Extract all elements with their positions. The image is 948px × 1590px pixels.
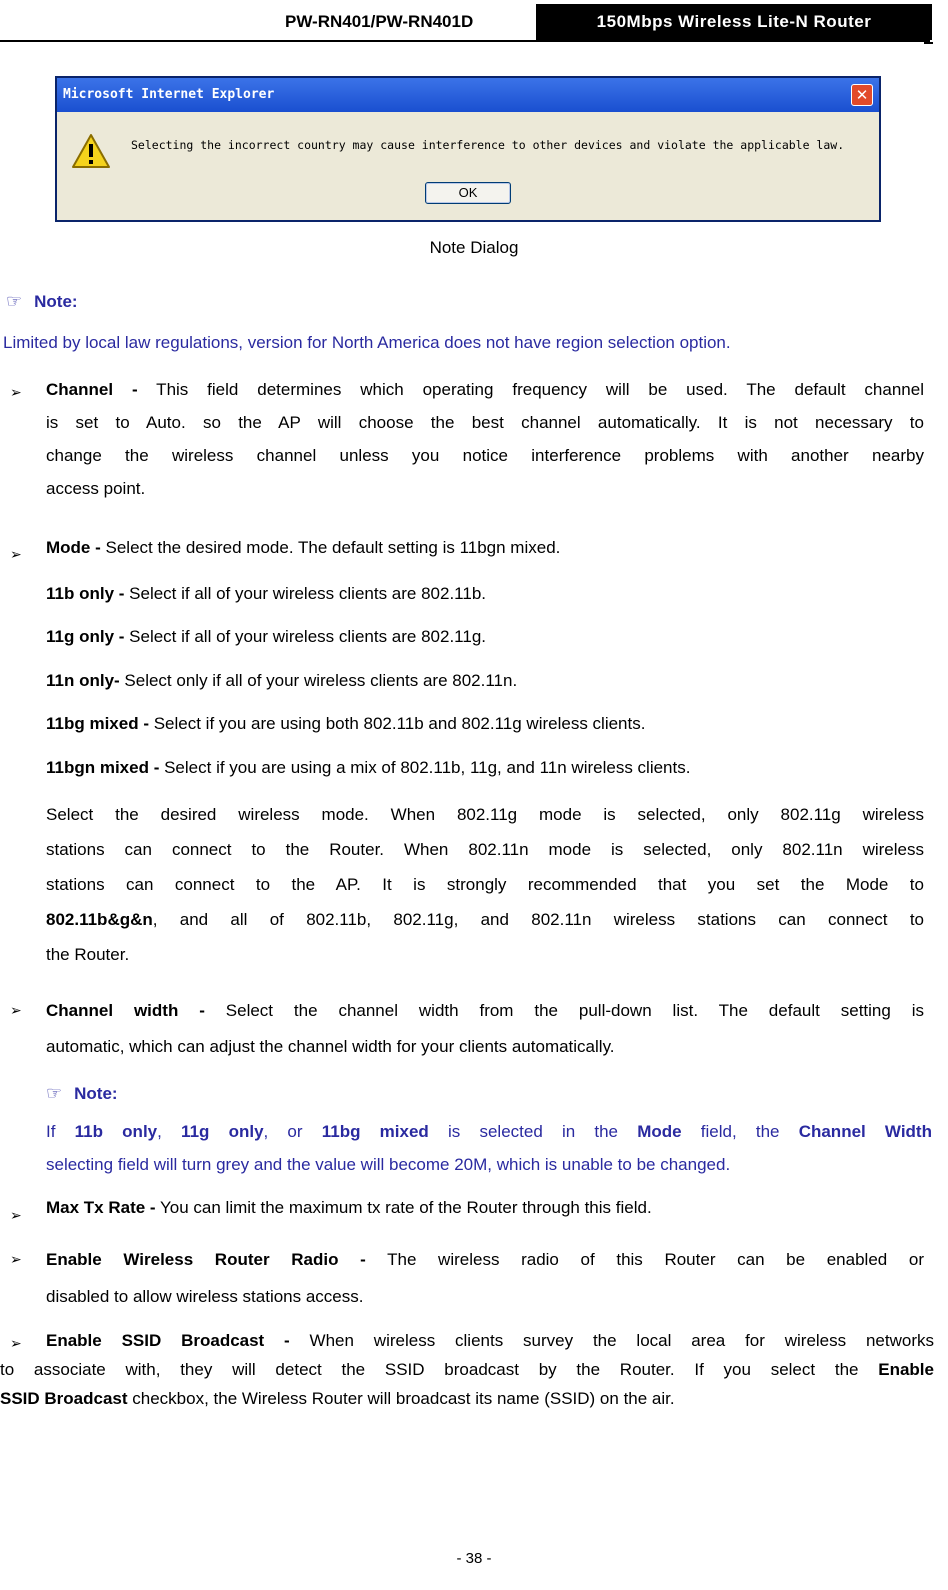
- mode-paragraph: [46, 797, 924, 972]
- mode-para-line: stations can connect to the AP. It is strongly recommended that you set the Mode to: [46, 875, 924, 894]
- dialog-message: Selecting the incorrect country may cause interference to other devices and violate the applicable law.: [131, 138, 845, 152]
- channel-line: change the wireless channel unless you notice interference problems with another nearby: [46, 446, 924, 465]
- ssid-term: Enable: [878, 1360, 934, 1379]
- note2-line2: selecting field will turn grey and the value will become 20M, which is unable to be changed.: [46, 1155, 731, 1174]
- bullet-arrow-icon: ➢: [10, 1251, 22, 1267]
- note2-term: Mode: [637, 1122, 682, 1141]
- option-text: Select if all of your wireless clients are 802.11b.: [124, 584, 487, 603]
- bullet-arrow-icon: ➢: [10, 384, 22, 400]
- channel-line: is set to Auto. so the AP will choose the best channel automatically. It is not necessary to: [46, 413, 924, 432]
- header-rule: [0, 40, 930, 42]
- note2-term: 11bg mixed: [321, 1122, 429, 1141]
- channel-line: This field determines which operating frequency will be used. The default channel: [137, 380, 924, 399]
- option-term: 11g only -: [46, 627, 125, 646]
- pointing-hand-icon: ☞: [46, 1083, 63, 1103]
- mode-option: [46, 758, 690, 778]
- ok-button[interactable]: OK: [425, 182, 511, 204]
- mode-para-line: , and all of 802.11b, 802.11g, and 802.11n wireless stations can connect to: [152, 910, 924, 929]
- option-term: 11bgn mixed -: [46, 758, 160, 777]
- page-number: - 38 -: [456, 1550, 492, 1567]
- ssid-line: to associate with, they will detect the SSID broadcast by the Router. If you select the: [0, 1360, 879, 1379]
- ssid-paragraph: [46, 1326, 934, 1355]
- channel-width-line: Select the channel width from the pull-down list. The default setting is: [204, 1001, 924, 1020]
- note-label: Note:: [34, 292, 78, 311]
- note-text: Limited by local law regulations, version for North America does not have region selection option.: [3, 333, 731, 352]
- mode-para-line: stations can connect to the Router. When 802.11n mode is selected, only 802.11n wireless: [46, 840, 924, 859]
- note2-term: 11g only: [181, 1122, 264, 1141]
- option-text: Select if you are using both 802.11b and 802.11g wireless clients.: [148, 714, 646, 733]
- note2-text: If: [46, 1122, 56, 1141]
- option-text: Select if all of your wireless clients are 802.11g.: [124, 627, 487, 646]
- mode-para-line: Select the desired wireless mode. When 802.11g mode is selected, only 802.11g wireless: [46, 805, 924, 824]
- max-tx-text: You can limit the maximum tx rate of the Router through this field.: [155, 1198, 652, 1217]
- dialog-title: Microsoft Internet Explorer: [63, 87, 275, 102]
- warning-icon: [71, 133, 111, 169]
- ssid-line: checkbox, the Wireless Router will broadcast its name (SSID) on the air.: [127, 1389, 675, 1408]
- radio-line: disabled to allow wireless stations access.: [46, 1287, 364, 1306]
- note2-text: ,: [157, 1122, 162, 1141]
- note2-text: is selected in the: [448, 1122, 618, 1141]
- bullet-arrow-icon: ➢: [10, 1002, 22, 1018]
- note-dialog: [55, 76, 881, 222]
- ssid-paragraph-cont: [0, 1355, 934, 1413]
- pointing-hand-icon: ☞: [6, 291, 23, 311]
- ssid-term: SSID Broadcast: [0, 1389, 128, 1408]
- dialog-titlebar: [57, 78, 879, 112]
- bullet-arrow-icon: ➢: [10, 1335, 22, 1351]
- radio-line: The wireless radio of this Router can be enabled or: [365, 1250, 924, 1269]
- mode-para-line: the Router.: [46, 945, 130, 964]
- note2-text: field, the: [700, 1122, 780, 1141]
- note-heading: [46, 1083, 118, 1104]
- figure-caption: Note Dialog: [429, 238, 519, 257]
- option-term: 11n only-: [46, 671, 120, 690]
- recommended-mode: 802.11b&g&n: [46, 910, 153, 929]
- mode-option: [46, 584, 486, 604]
- page-header: [0, 0, 948, 42]
- channel-width-line: automatic, which can adjust the channel width for your clients automatically.: [46, 1037, 615, 1056]
- option-text: Select only if all of your wireless clients are 802.11n.: [119, 671, 518, 690]
- channel-term: Channel -: [46, 380, 138, 399]
- close-icon[interactable]: ✕: [851, 84, 873, 106]
- mode-term: Mode -: [46, 538, 101, 557]
- model-name: PW-RN401/PW-RN401D: [285, 12, 474, 31]
- header-end-mark: [924, 30, 933, 44]
- mode-option: [46, 714, 645, 734]
- note2-term: 11b only: [74, 1122, 158, 1141]
- max-tx-term: Max Tx Rate -: [46, 1198, 156, 1217]
- note2-term: Channel Width: [798, 1122, 932, 1141]
- mode-option: [46, 627, 486, 647]
- radio-term: Enable Wireless Router Radio -: [46, 1250, 366, 1269]
- channel-width-term: Channel width -: [46, 1001, 205, 1020]
- option-term: 11b only -: [46, 584, 125, 603]
- ssid-term: Enable SSID Broadcast -: [46, 1331, 290, 1350]
- channel-width-paragraph: [46, 993, 924, 1065]
- note2-text: , or: [263, 1122, 303, 1141]
- note-heading: [6, 291, 78, 312]
- bullet-arrow-icon: ➢: [10, 1207, 22, 1223]
- bullet-arrow-icon: ➢: [10, 546, 22, 562]
- mode-text: Select the desired mode. The default setting is 11bgn mixed.: [100, 538, 561, 557]
- option-term: 11bg mixed -: [46, 714, 149, 733]
- mode-option: [46, 671, 517, 691]
- ssid-line: When wireless clients survey the local area for wireless networks: [289, 1331, 934, 1350]
- note2-line1: [46, 1122, 932, 1142]
- option-text: Select if you are using a mix of 802.11b, 11g, and 11n wireless clients.: [159, 758, 691, 777]
- product-title: 150Mbps Wireless Lite-N Router: [536, 4, 932, 40]
- note-label: Note:: [74, 1084, 118, 1103]
- channel-paragraph: [46, 373, 924, 505]
- max-tx-line: [46, 1198, 652, 1218]
- channel-line: access point.: [46, 479, 146, 498]
- mode-line: [46, 538, 560, 558]
- radio-paragraph: [46, 1241, 924, 1315]
